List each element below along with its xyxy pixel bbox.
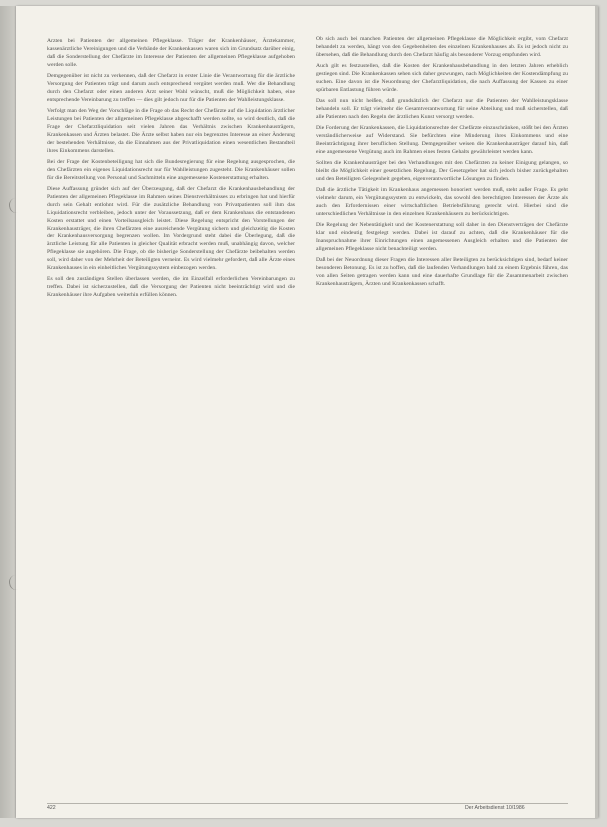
book-binding [0, 6, 16, 818]
page-edge-shadow [595, 6, 598, 818]
paragraph: Daß bei der Neuordnung dieser Fragen die Interessen aller Beteiligten zu berücksichtigen sind, bedarf keiner besonderen Betonung. Es ist zu hoffen, daß die laufenden Verhandlungen bald zu einem Ergebnis führen, das von allen Seiten getragen werden kann und eine dauerhafte Grundlage für die Zusammenarbeit zwischen Krankenhausträgern, Ärzten und Krankenkassen schafft. [316, 257, 568, 288]
paragraph: Verfolgt man den Weg der Vorschläge in die Frage ob das Recht der Chefärzte auf die Liquidation ärztlicher Leistungen bei Patienten der allgemeinen Pflegeklasse abgeschafft werden sollte, so wird deutlich, daß die Frage der Chefarztliquidation seit vielen Jahren das Verhältnis zwischen Krankenhausträgern, Krankenkassen und Ärzten belastet. Die Ärzte selbst haben nur ein begrenztes Interesse an einer Änderung der bestehenden Verhältnisse, da die Einnahmen aus der Privatliquidation einen wesentlichen Bestandteil ihres Einkommens darstellen. [47, 108, 295, 154]
right-text-column [316, 36, 568, 292]
paragraph: Die Regelung der Nebentätigkeit und der Kostenerstattung soll daher in den Dienstverträgen der Chefärzte klar und eindeutig festgelegt werden. Dabei ist darauf zu achten, daß die Krankenhäuser für die Inanspruchnahme ihrer Einrichtungen einen angemessenen Ausgleich erhalten und die Patienten der allgemeinen Pflegeklasse nicht benachteiligt werden. [316, 222, 568, 253]
paragraph: Diese Auffassung gründet sich auf der Überzeugung, daß der Chefarzt die Krankenhausbehandlung der Patienten der allgemeinen Pflegeklasse im Rahmen seines Dienstverhältnisses zu erbringen hat und hierfür durch sein Gehalt entlohnt wird. Für die zusätzliche Behandlung von Privatpatienten soll ihm das Liquidationsrecht verbleiben, jedoch unter der Voraussetzung, daß er dem Krankenhaus die entstandenen Kosten erstattet und einen Vorteilsausgleich leistet. Diese Regelung entspricht den Vorstellungen der Krankenhausträger, die ihren Chefärzten eine ausreichende Vergütung sichern und gleichzeitig die Kosten der Krankenhausversorgung begrenzen wollen. Im Vordergrund steht dabei die Überlegung, daß die ärztliche Leistung für alle Patienten in gleicher Qualität erbracht werden muß, unabhängig davon, welcher Pflegeklasse sie angehören. Die Frage, ob die bisherige Sonderstellung der Chefärzte beibehalten werden soll, wird daher von der Mehrheit der Beteiligten verneint. Es wird vielmehr gefordert, daß alle Ärzte eines Krankenhauses in ein einheitliches Vergütungssystem einbezogen werden. [47, 185, 295, 272]
paragraph: Sollten die Krankenhausträger bei den Verhandlungen mit den Chefärzten zu keiner Einigung gelangen, so bleibt die Möglichkeit einer gesetzlichen Regelung. Der Gesetzgeber hat sich jedoch bisher zurückgehalten und den Beteiligten Gelegenheit gegeben, eigenverantwortliche Lösungen zu finden. [316, 160, 568, 183]
paragraph: Ob sich auch bei manchen Patienten der allgemeinen Pflegeklasse die Möglichkeit ergibt, vom Chefarzt behandelt zu werden, hängt von den Gegebenheiten des einzelnen Krankenhauses ab. Es ist jedoch nicht zu übersehen, daß die Behandlung durch den Chefarzt häufig als besonderer Vorzug empfunden wird. [316, 36, 568, 58]
paragraph: Die Forderung der Krankenkassen, die Liquidationsrechte der Chefärzte einzuschränken, stößt bei den Ärzten verständlicherweise auf Widerstand. Sie befürchten eine Minderung ihres Einkommens und eine Beeinträchtigung ihrer beruflichen Stellung. Demgegenüber weisen die Krankenhausträger darauf hin, daß eine angemessene Vergütung auch im Rahmen eines festen Gehalts gewährleistet werden kann. [316, 125, 568, 155]
journal-name: Der Arbeitsdienst 10/1986 [465, 805, 525, 811]
left-text-column [47, 38, 295, 303]
paragraph: Daß die ärztliche Tätigkeit im Krankenhaus angemessen honoriert werden muß, steht außer Frage. Es geht vielmehr darum, ein Vergütungssystem zu entwickeln, das sowohl den berechtigten Interessen der Ärzte als auch den Erfordernissen einer wirtschaftlichen Betriebsführung gerecht wird. Hierbei sind die unterschiedlichen Verhältnisse in den einzelnen Krankenhäusern zu berücksichtigen. [316, 187, 568, 218]
paragraph: Es soll den zuständigen Stellen überlassen werden, die im Einzelfall erforderlichen Vereinbarungen zu treffen. Dabei ist sicherzustellen, daß die Versorgung der Patienten nicht beeinträchtigt wird und die Krankenhäuser ihre Aufgaben weiterhin erfüllen können. [47, 276, 295, 299]
paragraph: Das soll nun nicht heißen, daß grundsätzlich der Chefarzt nur die Patienten der Wahlleistungsklasse behandeln soll. Er trägt vielmehr die Gesamtverantwortung für seine Abteilung und muß sicherstellen, daß alle Patienten nach den Regeln der ärztlichen Kunst versorgt werden. [316, 98, 568, 120]
paragraph: Demgegenüber ist nicht zu verkennen, daß der Chefarzt in erster Linie die Verantwortung für die ärztliche Versorgung der Patienten trägt und darum auch entsprechend vergütet werden muß. Wer die Behandlung durch den Chefarzt oder einen anderen Arzt seiner Wahl wünscht, muß die Möglichkeit haben, eine entsprechende Vereinbarung zu treffen — dies gilt jedoch nur für die Patienten der Wahlleistungsklasse. [47, 73, 295, 103]
paragraph: Auch gilt es festzustellen, daß die Kosten der Krankenhausbehandlung in den letzten Jahren erheblich gestiegen sind. Die Krankenkassen sehen sich daher gezwungen, nach Möglichkeiten der Kostendämpfung zu suchen. Eine davon ist die Neuordnung der Chefarztliquidation, die nach Auffassung der Kassen zu einer spürbaren Entlastung führen würde. [316, 63, 568, 93]
page-number: 422 [47, 805, 56, 811]
paragraph: Bei der Frage der Kostenbeteiligung hat sich die Bundesregierung für eine Regelung ausgesprochen, die den Chefärzten ein eigenes Liquidationsrecht nur für Wahlleistungen zugesteht. Die Krankenhäuser sollen für die Bereitstellung von Personal und Sachmitteln eine angemessene Kostenerstattung erhalten. [47, 158, 295, 181]
paragraph: Arzten bei Patienten der allgemeinen Pflegeklasse. Träger der Krankenhäuser, Ärztekammer, kassenärztliche Vereinigungen und die Verbände der Krankenkassen waren sich im Grundsatz darüber einig, daß die Sonderstellung der Chefärzte im Interesse der Patienten der allgemeinen Pflegeklasse aufgehoben werden solle. [47, 38, 295, 68]
footer-rule [47, 803, 568, 804]
